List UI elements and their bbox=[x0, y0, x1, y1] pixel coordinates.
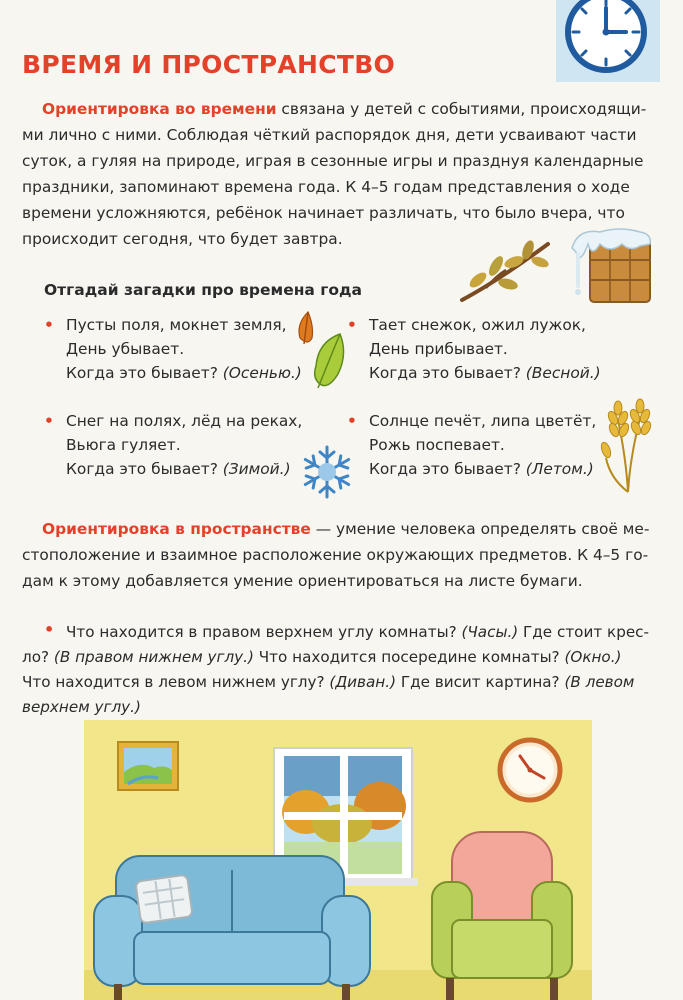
snowy-fence-icon bbox=[570, 226, 652, 306]
branch-icon bbox=[456, 236, 556, 306]
bullet: • bbox=[44, 412, 54, 430]
wheat-icon bbox=[600, 398, 656, 494]
bullet: • bbox=[44, 620, 55, 639]
riddle-answer: (Осенью.) bbox=[222, 364, 302, 382]
riddle-question: Когда это бывает? bbox=[369, 364, 521, 382]
time-line: ми лично с ними. Соблюдая чёткий распорядок дня, дети усваивают части bbox=[22, 126, 637, 144]
q-text: ло? bbox=[22, 648, 54, 666]
snowflake-icon bbox=[298, 443, 356, 501]
time-line: происходит сегодня, что будет завтра. bbox=[22, 230, 343, 248]
clock-badge-icon bbox=[556, 0, 660, 82]
space-lead: Ориентировка в пространстве bbox=[42, 520, 311, 538]
riddle-line: День убывает. bbox=[66, 340, 185, 358]
riddle-item bbox=[347, 409, 597, 481]
space-line: дам к этому добавляется умение ориентироваться на листе бумаги. bbox=[22, 572, 583, 590]
bullet: • bbox=[347, 316, 357, 334]
time-line: связана у детей с событиями, происходящи- bbox=[276, 100, 647, 118]
riddle-item bbox=[44, 313, 302, 385]
q-answer: (В правом нижнем углу.) bbox=[53, 648, 254, 666]
q-answer: (В левом bbox=[564, 673, 635, 691]
wall-clock bbox=[500, 740, 560, 800]
q-text: Где стоит крес- bbox=[518, 623, 650, 641]
room-illustration bbox=[84, 720, 592, 1000]
riddles-heading: Отгадай загадки про времена года bbox=[44, 281, 363, 299]
riddle-answer: (Зимой.) bbox=[222, 460, 291, 478]
riddle-line: День прибывает. bbox=[369, 340, 508, 358]
riddle-line: Тает снежок, ожил лужок, bbox=[369, 316, 586, 334]
space-paragraph bbox=[22, 516, 672, 594]
riddle-question: Когда это бывает? bbox=[369, 460, 521, 478]
riddle-item bbox=[347, 313, 601, 385]
riddle-line: Снег на полях, лёд на реках, bbox=[66, 412, 303, 430]
autumn-leaves-icon bbox=[294, 308, 354, 394]
q-answer: верхнем углу.) bbox=[22, 698, 141, 716]
riddle-item bbox=[44, 409, 303, 481]
riddle-line: Пусты поля, мокнет земля, bbox=[66, 316, 287, 334]
time-line: праздники, запоминают времена года. К 4–5 годам представления о ходе bbox=[22, 178, 630, 196]
riddle-line: Солнце печёт, липа цветёт, bbox=[369, 412, 597, 430]
bullet: • bbox=[44, 316, 54, 334]
space-line: стоположение и взаимное расположение окружающих предметов. К 4–5 го- bbox=[22, 546, 649, 564]
riddle-answer: (Весной.) bbox=[525, 364, 601, 382]
q-text: Что находится посередине комнаты? bbox=[253, 648, 565, 666]
riddle-answer: (Летом.) bbox=[525, 460, 594, 478]
wall-picture bbox=[118, 742, 178, 790]
riddle-line: Рожь поспевает. bbox=[369, 436, 505, 454]
armchair bbox=[432, 832, 572, 1000]
q-answer: (Диван.) bbox=[329, 673, 396, 691]
space-line: — умение человека определять своё ме- bbox=[310, 520, 650, 538]
questions-paragraph bbox=[22, 620, 648, 720]
time-line: времени усложняются, ребёнок начинает различать, что было вчера, что bbox=[22, 204, 625, 222]
riddle-question: Когда это бывает? bbox=[66, 364, 218, 382]
q-answer: (Окно.) bbox=[564, 648, 622, 666]
bullet: • bbox=[347, 412, 357, 430]
riddle-line: Вьюга гуляет. bbox=[66, 436, 181, 454]
time-lead: Ориентировка во времени bbox=[42, 100, 277, 118]
page-title: ВРЕМЯ И ПРОСТРАНСТВО bbox=[22, 50, 396, 79]
q-text: Что находится в левом нижнем углу? bbox=[22, 673, 330, 691]
q-answer: (Часы.) bbox=[461, 623, 519, 641]
q-text: Что находится в правом верхнем углу комнаты? bbox=[66, 623, 462, 641]
q-text: Где висит картина? bbox=[396, 673, 565, 691]
riddle-question: Когда это бывает? bbox=[66, 460, 218, 478]
sofa bbox=[94, 856, 370, 1000]
time-line: суток, а гуляя на природе, играя в сезонные игры и празднуя календарные bbox=[22, 152, 644, 170]
